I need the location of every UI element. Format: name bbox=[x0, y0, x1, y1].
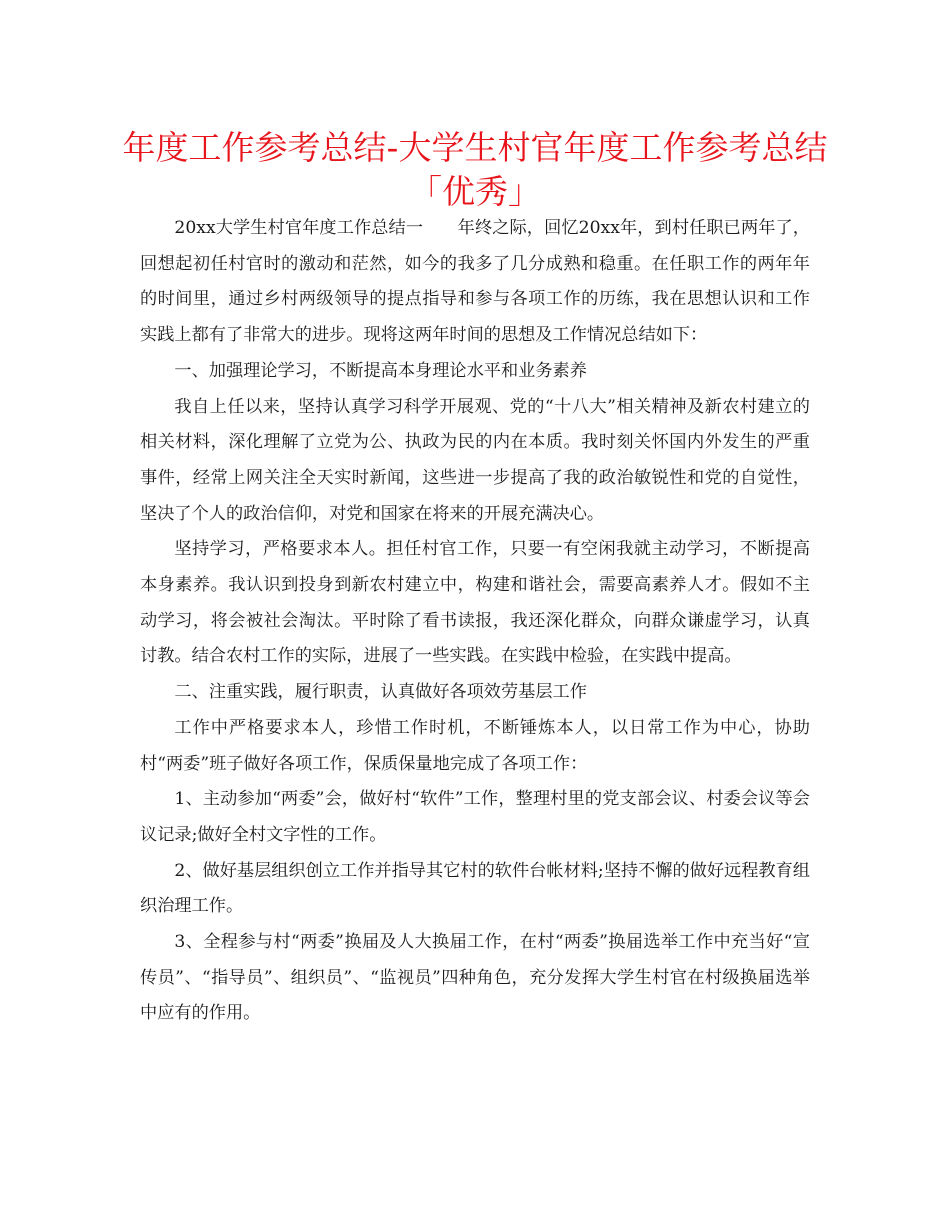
document-body bbox=[140, 211, 810, 1032]
list-item: 3、全程参与村“两委”换届及人大换届工作，在村“两委”换届选举工作中充当好“宣传员”、“指导员”、组织员”、“监视员”四种角色，充分发挥大学生村官在村级换届选举中应有的作用。 bbox=[140, 932, 810, 1024]
section-heading-1: 一、加强理论学习，不断提高本身理论水平和业务素养 bbox=[174, 360, 587, 381]
section-heading-2: 二、注重实践，履行职责，认真做好各项效劳基层工作 bbox=[174, 682, 587, 703]
document-title-line-1: 年度工作参考总结-大学生村官年度工作参考总结 bbox=[122, 128, 828, 167]
paragraph: 工作中严格要求本人，珍惜工作时机，不断锤炼本人，以日常工作为中心，协助村“两委”班子做好各项工作，保质保量地完成了各项工作： bbox=[140, 717, 810, 774]
paragraph: 我自上任以来，坚持认真学习科学开展观、党的“十八大”相关精神及新农村建立的相关材料，深化理解了立党为公、执政为民的内在本质。我时刻关怀国内外发生的严重事件，经常上网关注全天实时新闻，这些进一步提高了我的政治敏锐性和党的自觉性，坚决了个人的政治信仰，对党和国家在将来的开展充满决心。 bbox=[140, 396, 810, 524]
paragraph: 坚持学习，严格要求本人。担任村官工作，只要一有空闲我就主动学习，不断提高本身素养。我认识到投身到新农村建立中，构建和谐社会，需要高素养人才。假如不主动学习，将会被社会淘汰。平时除了看书读报，我还深化群众，向群众谦虚学习，认真讨教。结合农村工作的实际，进展了一些实践。在实践中检验，在实践中提高。 bbox=[140, 539, 810, 667]
paragraph-intro: 20xx大学生村官年度工作总结一 年终之际，回忆20xx年，到村任职已两年了，回想起初任村官时的激动和茫然，如今的我多了几分成熟和稳重。在任职工作的两年年的时间里，通过乡村两级领导的提点指导和参与各项工作的历练，我在思想认识和工作实践上都有了非常大的进步。现将这两年时间的思想及工作情况总结如下： bbox=[140, 218, 810, 346]
list-item: 1、主动参加“两委”会，做好村“软件”工作，整理村里的党支部会议、村委会议等会议记录;做好全村文字性的工作。 bbox=[140, 789, 810, 845]
document-title-line-2: 「优秀」 bbox=[409, 172, 541, 211]
list-item: 2、做好基层组织创立工作并指导其它村的软件台帐材料;坚持不懈的做好远程教育组织治理工作。 bbox=[140, 860, 810, 917]
